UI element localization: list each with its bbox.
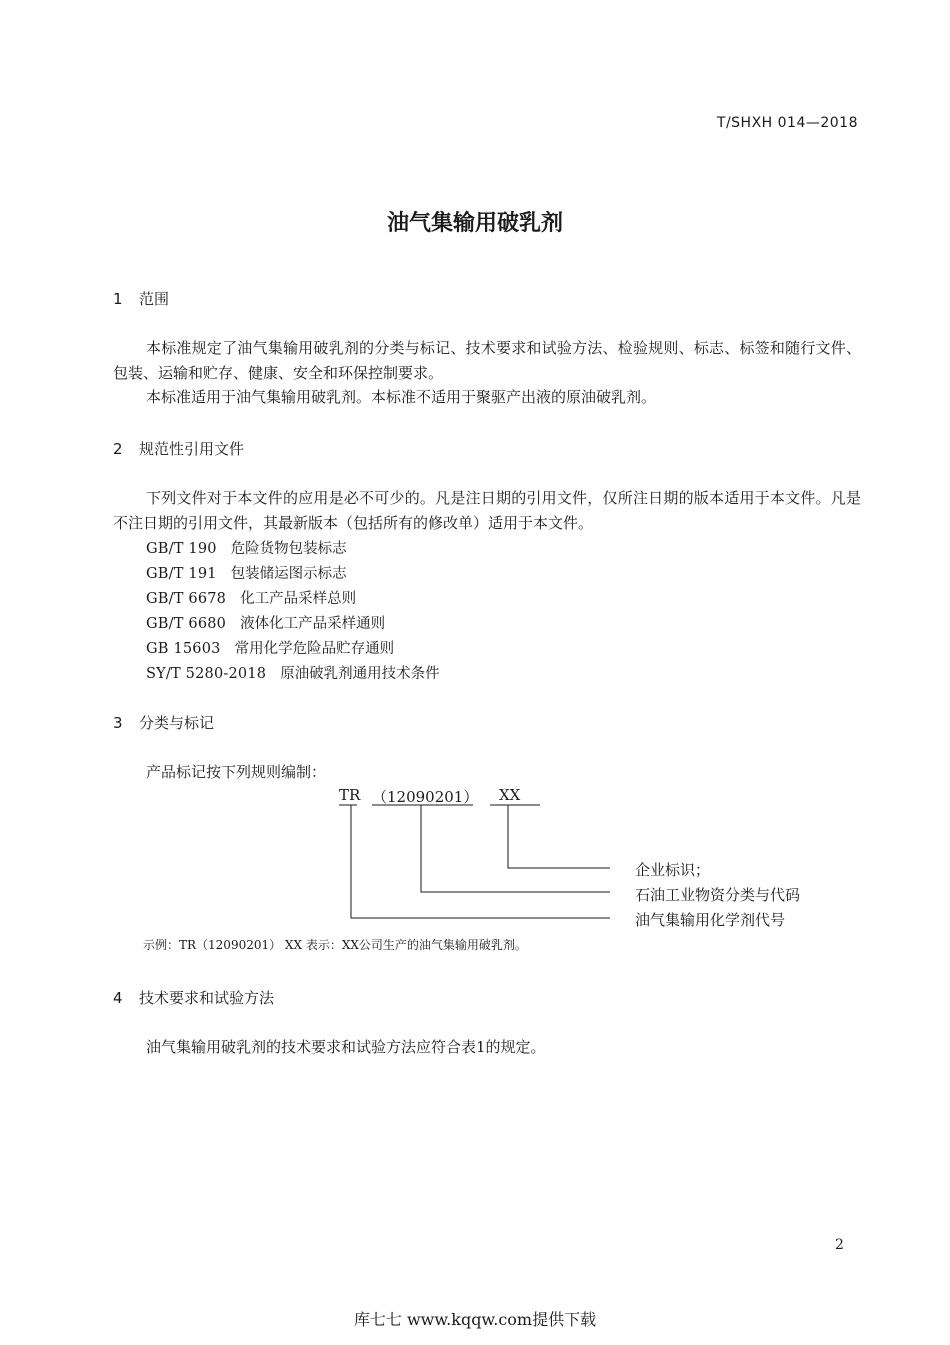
section-2-paragraph-1: 下列文件对于本文件的应用是必不可少的。凡是注日期的引用文件，仅所注日期的版本适用于本文件。凡是不注日期的引用文件，其最新版本（包括所有的修改单）适用于本文件。 xyxy=(113,489,861,532)
reference-code: GB/T 6680 xyxy=(146,616,227,632)
section-title: 规范性引用文件 xyxy=(139,440,245,458)
marking-label-chemical: 油气集输用化学剂代号 xyxy=(635,911,786,929)
reference-name: 包装储运图示标志 xyxy=(230,566,347,582)
reference-name: 常用化学危险品贮存通则 xyxy=(234,641,395,657)
section-1-paragraph-1: 本标准规定了油气集输用破乳剂的分类与标记、技术要求和试验方法、检验规则、标志、标签和随行文件、包装、运输和贮存、健康、安全和环保控制要求。 xyxy=(113,339,861,382)
marking-intro: 产品标记按下列规则编制： xyxy=(146,763,327,781)
reference-code: GB/T 191 xyxy=(146,566,217,582)
section-number: 1 xyxy=(113,290,123,308)
section-4-heading xyxy=(113,987,274,1008)
marking-label-enterprise: 企业标识； xyxy=(635,861,711,879)
reference-code: GB/T 6678 xyxy=(146,591,227,607)
section-4-paragraph-1: 油气集输用破乳剂的技术要求和试验方法应符合表1的规定。 xyxy=(146,1038,546,1056)
download-footer: 库七七 www.kqqw.com提供下载 xyxy=(353,1310,597,1329)
marking-part-code: （12090201） xyxy=(372,788,479,806)
leader-line-classification xyxy=(421,805,610,892)
section-number: 2 xyxy=(113,440,123,458)
section-number: 4 xyxy=(113,989,123,1007)
section-title: 分类与标记 xyxy=(139,714,215,732)
document-title: 油气集输用破乳剂 xyxy=(386,211,563,236)
marking-part-tr: TR xyxy=(339,786,361,804)
reference-code: GB/T 190 xyxy=(146,541,217,557)
standard-code: T/SHXH 014—2018 xyxy=(716,115,858,131)
leader-line-enterprise xyxy=(508,805,610,868)
reference-code: GB 15603 xyxy=(146,641,221,657)
leader-line-chemical xyxy=(351,805,610,918)
reference-name: 化工产品采样总则 xyxy=(240,591,357,607)
reference-name: 危险货物包装标志 xyxy=(230,541,347,557)
marking-example: 示例：TR（12090201） XX 表示：XX公司生产的油气集输用破乳剂。 xyxy=(143,938,527,952)
section-number: 3 xyxy=(113,714,123,732)
marking-label-classification: 石油工业物资分类与代码 xyxy=(635,886,801,904)
marking-part-xx: XX xyxy=(499,786,521,804)
reference-name: 液体化工产品采样通则 xyxy=(240,616,386,632)
section-title: 范围 xyxy=(139,290,170,308)
page-number: 2 xyxy=(835,1237,844,1253)
reference-code: SY/T 5280-2018 xyxy=(146,666,267,682)
section-title: 技术要求和试验方法 xyxy=(139,989,275,1007)
reference-name: 原油破乳剂通用技术条件 xyxy=(280,666,440,682)
section-1-paragraph-2: 本标准适用于油气集输用破乳剂。本标准不适用于聚驱产出液的原油破乳剂。 xyxy=(146,388,657,406)
